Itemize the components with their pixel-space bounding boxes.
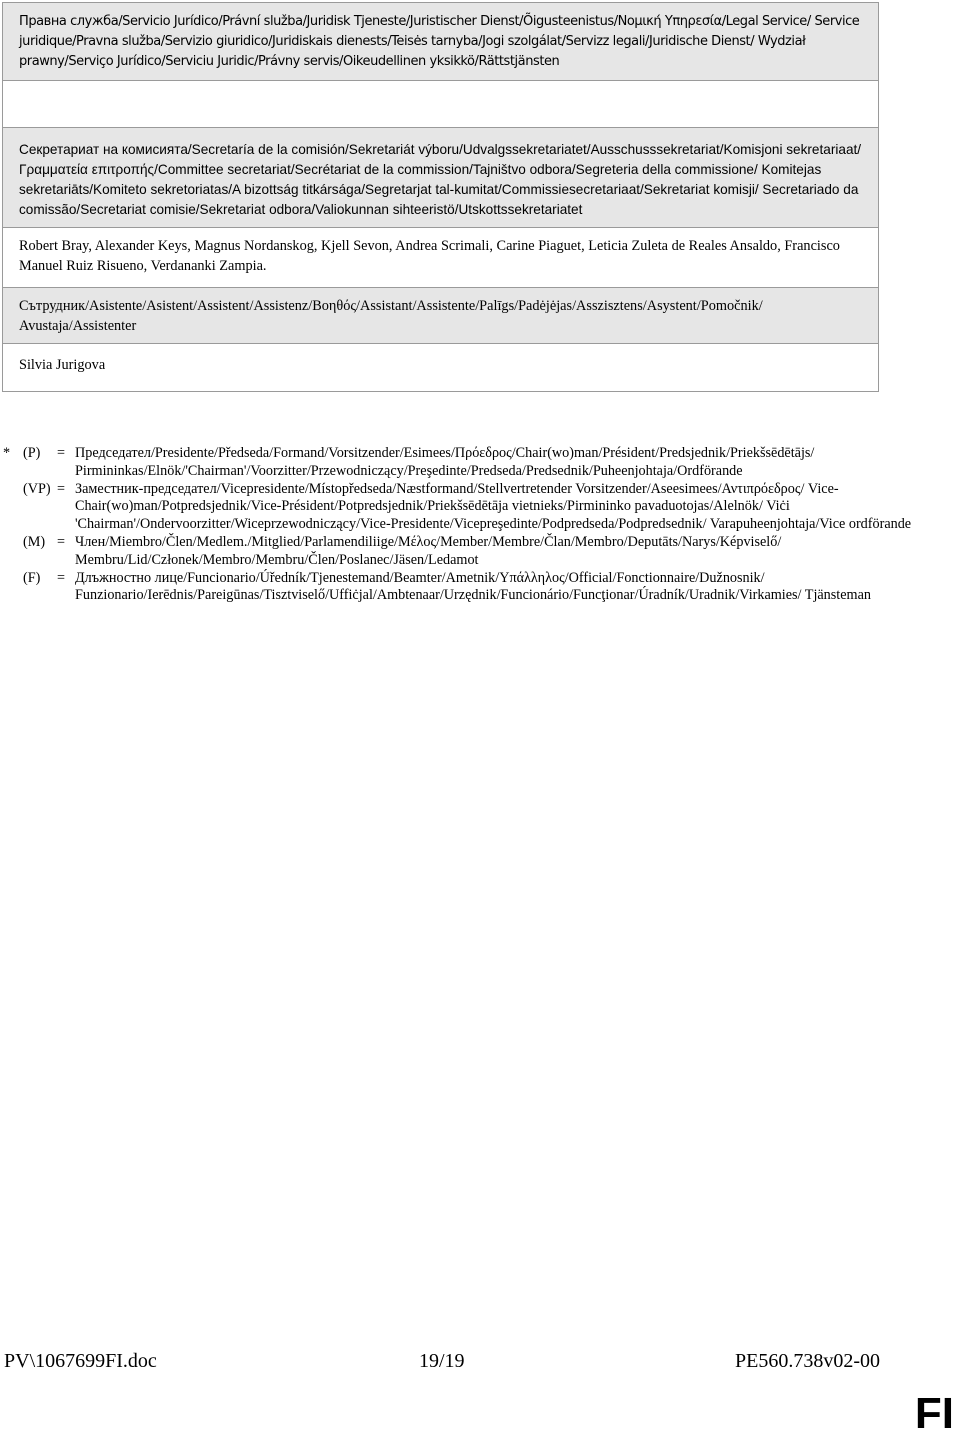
footnote-row bbox=[0, 445, 920, 481]
footnote-text: Председател/Presidente/Předseda/Formand/Vorsitzender/Esimees/Πρόεδρος/Chair(wo)man/Président/Predsjednik/Priekšsēdētājs/ Pirmininkas/Elnök/'Chairman'/Voorzitter/Przewodniczący/Preşedinte/Predseda/Predsednik/Puheenjohtaja/Ordförande bbox=[75, 445, 815, 479]
footnote-key: (F) bbox=[23, 569, 41, 586]
footnote-text: Заместник-председател/Vicepresidente/Místopředseda/Næstformand/Stellvertretender Vorsitzender/Aseesimees/Αντιπρόεδρος/ Vice-Chair(wo)man/Potpredsjednik/Vice-Président/Potpredsjednik/Priekšsēdētāja vietnieks/Pirmininko pavaduotojas/Alelnök/ Viċi 'Chairman'/Ondervoorzitter/Wiceprzewodniczący/Vice-Presidente/Vicepreşedinte/Podpredseda/Podpredsednik/ Varapuheenjohtaja/Vice ordförande bbox=[75, 480, 912, 533]
footnote-row bbox=[0, 481, 920, 534]
assistant-value: Silvia Jurigova bbox=[19, 357, 106, 373]
secretariat-value: Robert Bray, Alexander Keys, Magnus Nordanskog, Kjell Sevon, Andrea Scrimali, Carine Piaguet, Leticia Zuleta de Reales Ansaldo, Francisco Manuel Ruiz Risueno, Verdananki Zampia. bbox=[3, 228, 878, 288]
footnote-equals: = bbox=[57, 445, 66, 461]
legal-service-label: Правна служба/Servicio Jurídico/Právní služba/Juridisk Tjeneste/Juristischer Dienst/Õigusteenistus/Νομική Υπηρεσία/Legal Service/ Service juridique/Pravna služba/Servizio giuridico/Juridiskais dienests/Teisės tarnyba/Jogi szolgálat/Servizz legali/Juridische Dienst/ Wydział prawny/Serviço Jurídico/Serviciu Juridic/Právny servis/Oikeudellinen yksikkö/Rättstjänsten bbox=[3, 3, 878, 81]
legal-service-value bbox=[3, 81, 878, 128]
footnote-key: (P) bbox=[23, 445, 41, 461]
committee-info-box bbox=[2, 2, 879, 392]
document-reference: PV\1067699FI.doc bbox=[4, 1350, 157, 1372]
footnote-text: Длъжностно лице/Funcionario/Úředník/Tjenestemand/Beamter/Ametnik/Υπάλληλος/Official/Fonctionnaire/Dužnosnik/ Funzionario/Ierēdnis/Pareigūnas/Tisztviselő/Uffiċjal/Ambtenaar/Urzędnik/Funcionário/Funcţionar/Úradník/Uradnik/Virkamies/ Tjänsteman bbox=[75, 569, 871, 604]
footnote-text: Член/Miembro/Člen/Medlem./Mitglied/Parlamendiliige/Μέλος/Member/Membre/Član/Membro/Deputāts/Narys/Képviselő/ Membru/Lid/Członek/Membro/Membru/Člen/Poslanec/Jäsen/Ledamot bbox=[75, 533, 782, 568]
footnote-star bbox=[0, 481, 21, 534]
footnote-key: (VP) bbox=[23, 480, 51, 497]
footnote-star: * bbox=[3, 445, 11, 461]
footnote-equals: = bbox=[57, 480, 66, 497]
assistant-label: Сътрудник/Asistente/Asistent/Assistent/Assistenz/Βοηθός/Assistant/Assistente/Palīgs/Padėjėjas/Asszisztens/Asystent/Pomočnik/ Avustaja/Assistenter bbox=[3, 288, 878, 344]
language-code: FI bbox=[914, 1389, 954, 1438]
footnote-legend bbox=[0, 445, 920, 605]
page-footer bbox=[4, 1349, 880, 1373]
footnote-row bbox=[0, 570, 920, 606]
secretariat-label: Секретариат на комисията/Secretaría de la comisión/Sekretariát výboru/Udvalgssekretariatet/Ausschusssekretariat/Komisjoni sekretariaat/Γραμματεία επιτροπής/Committee secretariat/Secrétariat de la commission/Tajništvo odbora/Segreteria della commissione/ Komitejas sekretariāts/Komiteto sekretoriatas/A bizottság titkársága/Segretarjat tal-kumitat/Commissiesecretariaat/Sekretariat komisji/ Secretariado da comissão/Secretariat comisie/Sekretariat odbora/Valiokunnan sihteeristö/Utskottssekretariatet bbox=[3, 128, 878, 228]
footnote-row bbox=[0, 534, 920, 570]
footnote-key: (M) bbox=[23, 533, 46, 550]
footnote-equals: = bbox=[57, 569, 66, 586]
footnote-star bbox=[0, 570, 21, 606]
page-number: 19/19 bbox=[419, 1350, 465, 1372]
footnote-star bbox=[0, 534, 21, 570]
footnote-equals: = bbox=[57, 533, 66, 550]
pe-reference: PE560.738v02-00 bbox=[735, 1350, 880, 1372]
